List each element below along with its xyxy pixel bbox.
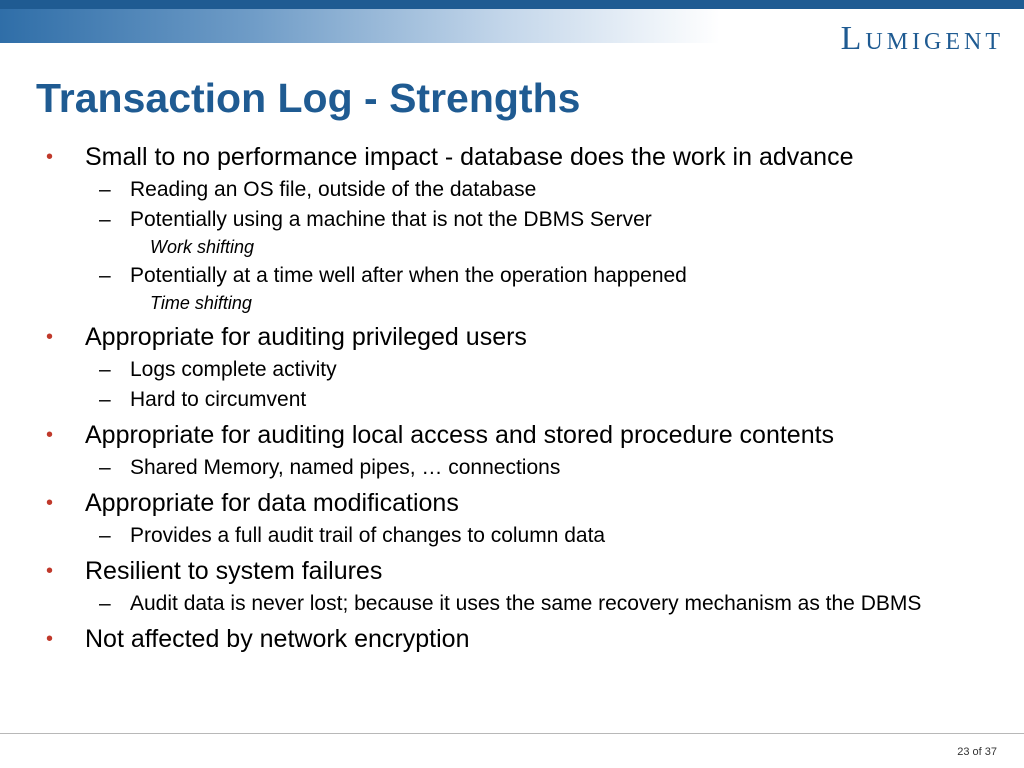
sub-bullet-item: [46, 388, 976, 412]
page-number: 23 of 37: [957, 746, 997, 758]
bullet-item: [46, 322, 976, 352]
sub-bullet-text: Logs complete activity: [130, 358, 337, 381]
sub-bullet-item: [46, 264, 976, 288]
bullet-dot-icon: •: [46, 492, 54, 514]
dash-icon: –: [99, 388, 111, 411]
bullet-dot-icon: •: [46, 628, 54, 650]
bullet-dot-icon: •: [46, 326, 54, 348]
sub-bullet-item: [46, 524, 976, 548]
sub-bullet-text: Potentially at a time well after when the operation happened: [130, 264, 687, 287]
dash-icon: –: [99, 456, 111, 479]
dash-icon: –: [99, 208, 111, 231]
sub-note: Work shifting: [150, 237, 255, 257]
sub-bullet-item: [46, 592, 976, 616]
bullet-item: [46, 142, 976, 172]
bullet-dot-icon: •: [46, 560, 54, 582]
dash-icon: –: [99, 358, 111, 381]
bullet-item: [46, 488, 976, 518]
bullet-item: [46, 420, 976, 450]
sub-note: Time shifting: [150, 293, 252, 313]
bullet-text: Appropriate for data modifications: [85, 489, 459, 517]
sub-bullet-item: [46, 456, 976, 480]
footer-rule: [0, 733, 1024, 734]
dash-icon: –: [99, 524, 111, 547]
bullet-dot-icon: •: [46, 424, 54, 446]
bullet-text: Resilient to system failures: [85, 557, 383, 585]
bullet-list: [46, 142, 976, 654]
dash-icon: –: [99, 264, 111, 287]
sub-bullet-text: Provides a full audit trail of changes to column data: [130, 524, 606, 547]
sub-bullet-text: Potentially using a machine that is not the DBMS Server: [130, 208, 652, 231]
bullet-text: Not affected by network encryption: [85, 625, 470, 653]
sub-bullet-text: Audit data is never lost; because it uses the same recovery mechanism as the DBMS: [130, 592, 922, 615]
sub-bullet-text: Reading an OS file, outside of the database: [130, 178, 537, 201]
bullet-text: Small to no performance impact - database does the work in advance: [85, 143, 854, 171]
bullet-item: [46, 556, 976, 586]
sub-bullet-text: Shared Memory, named pipes, … connections: [130, 456, 561, 479]
dash-icon: –: [99, 592, 111, 615]
sub-bullet-item: [46, 208, 976, 232]
sub-bullet-item: [46, 178, 976, 202]
dash-icon: –: [99, 178, 111, 201]
bullet-text: Appropriate for auditing local access and stored procedure contents: [85, 421, 835, 449]
lumigent-logo: Lumigent: [840, 20, 1004, 57]
bullet-item: [46, 624, 976, 654]
sub-bullet-item: [46, 358, 976, 382]
bullet-dot-icon: •: [46, 146, 54, 168]
sub-bullet-text: Hard to circumvent: [130, 388, 307, 411]
slide-title: Transaction Log - Strengths: [36, 75, 581, 121]
header-rule: [0, 0, 1024, 9]
header-gradient-band: [0, 9, 720, 43]
bullet-text: Appropriate for auditing privileged users: [85, 323, 527, 351]
